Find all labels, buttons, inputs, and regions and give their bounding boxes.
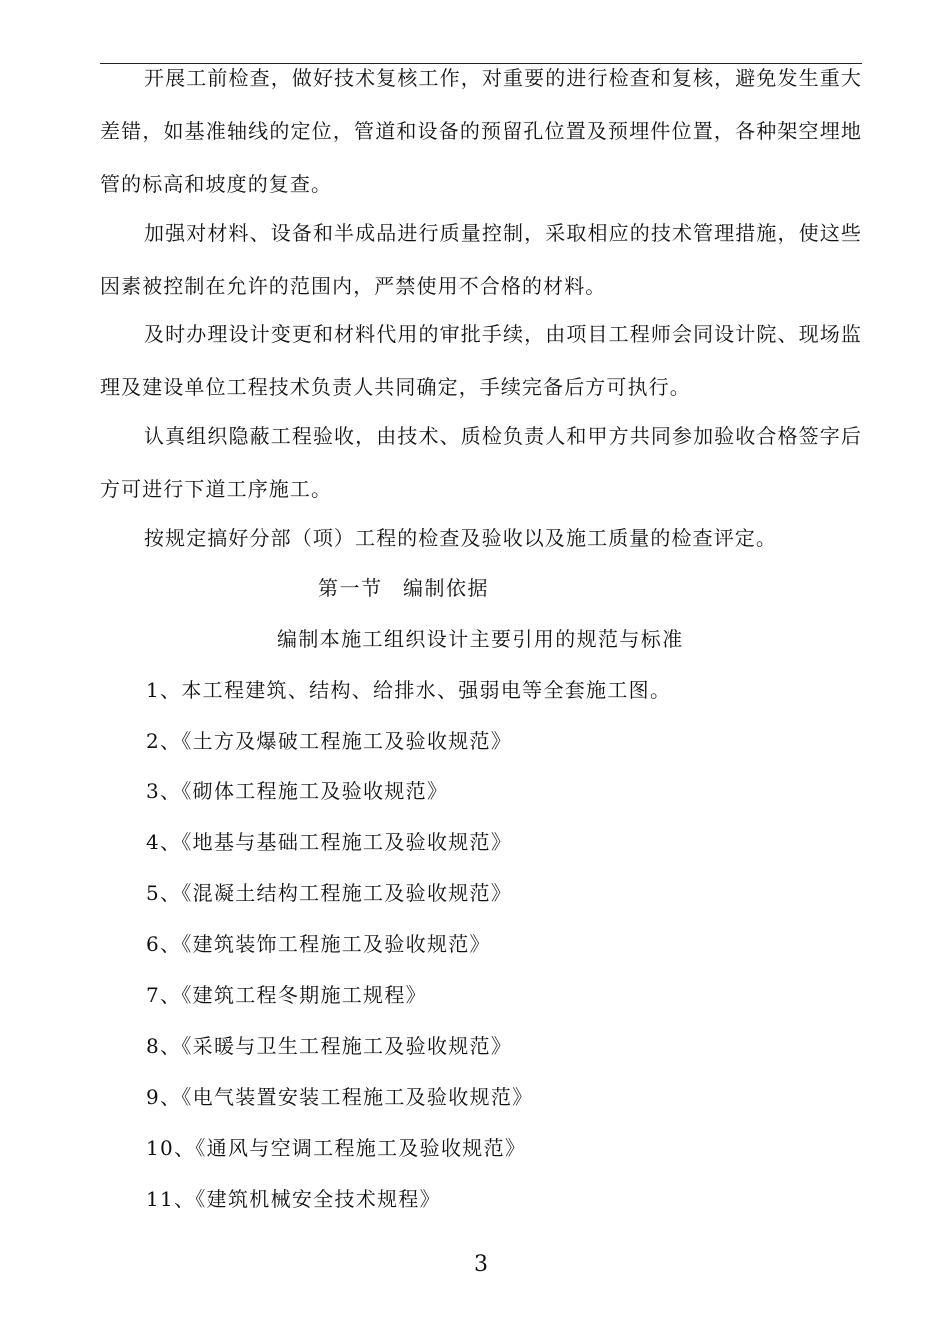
list-separator: 、 xyxy=(160,1085,182,1109)
list-separator: 、 xyxy=(160,779,182,803)
list-item xyxy=(146,1175,441,1223)
list-item xyxy=(146,767,448,815)
list-item-text: 《通风与空调工程施工及验收规范》 xyxy=(195,1136,527,1160)
list-item-index: 8 xyxy=(146,1034,161,1058)
page-number: 3 xyxy=(474,1252,488,1277)
list-item xyxy=(146,666,671,714)
paragraph-inspection-evaluation: 按规定搞好分部（项）工程的检查及验收以及施工质量的检查评定。 xyxy=(144,526,777,550)
list-item-index: 9 xyxy=(146,1085,161,1109)
section-title: 编制依据 xyxy=(403,576,489,600)
list-item-index: 11 xyxy=(146,1187,175,1211)
list-item-index: 10 xyxy=(146,1136,175,1160)
list-separator: 、 xyxy=(174,1187,196,1211)
list-item xyxy=(146,1022,512,1070)
list-item-index: 7 xyxy=(146,983,161,1007)
list-item-text: 《土方及爆破工程施工及验收规范》 xyxy=(181,729,513,753)
list-item-index: 4 xyxy=(146,830,161,854)
list-item-text: 《采暖与卫生工程施工及验收规范》 xyxy=(181,1034,513,1058)
list-item-text: 《建筑工程冬期施工规程》 xyxy=(181,983,427,1007)
list-item-text: 《地基与基础工程施工及验收规范》 xyxy=(181,830,513,854)
list-item xyxy=(146,869,512,917)
list-item-text: 本工程建筑、结构、给排水、强弱电等全套施工图。 xyxy=(181,678,672,702)
list-item-index: 6 xyxy=(146,932,161,956)
list-separator: 、 xyxy=(174,1136,196,1160)
list-item-index: 1 xyxy=(146,678,161,702)
list-item xyxy=(146,971,427,1019)
paragraph-design-change-approval: 及时办理设计变更和材料代用的审批手续，由项目工程师会同设计院、现场监理及建设单位工程技术负责人共同确定，手续完备后方可执行。 xyxy=(100,322,862,399)
list-item-index: 3 xyxy=(146,779,161,803)
list-item-text: 《砌体工程施工及验收规范》 xyxy=(181,779,449,803)
list-item-text: 《混凝土结构工程施工及验收规范》 xyxy=(181,881,513,905)
list-item xyxy=(146,920,491,968)
list-item-index: 5 xyxy=(146,881,161,905)
paragraph-pre-work-inspection: 开展工前检查，做好技术复核工作，对重要的进行检查和复核，避免发生重大差错，如基准轴线的定位，管道和设备的预留孔位置及预埋件位置，各种架空埋地管的标高和坡度的复查。 xyxy=(100,66,862,196)
list-item xyxy=(146,818,512,866)
list-separator: 、 xyxy=(160,1034,182,1058)
list-separator: 、 xyxy=(160,729,182,753)
paragraph-concealed-work-acceptance: 认真组织隐蔽工程验收，由技术、质检负责人和甲方共同参加验收合格签字后方可进行下道工序施工。 xyxy=(100,424,862,501)
list-item-text: 《建筑机械安全技术规程》 xyxy=(195,1187,441,1211)
list-item-index: 2 xyxy=(146,729,161,753)
list-separator: 、 xyxy=(160,678,182,702)
list-item-text: 《建筑装饰工程施工及验收规范》 xyxy=(181,932,491,956)
list-item-text: 《电气装置安装工程施工及验收规范》 xyxy=(181,1085,534,1109)
list-separator: 、 xyxy=(160,983,182,1007)
references-subtitle: 编制本施工组织设计主要引用的规范与标准 xyxy=(277,627,684,651)
list-separator: 、 xyxy=(160,830,182,854)
section-number: 第一节 xyxy=(318,576,383,600)
list-item xyxy=(146,1073,533,1121)
list-separator: 、 xyxy=(160,881,182,905)
list-separator: 、 xyxy=(160,932,182,956)
paragraph-material-quality-control: 加强对材料、设备和半成品进行质量控制，采取相应的技术管理措施，使这些因素被控制在允许的范围内，严禁使用不合格的材料。 xyxy=(100,221,862,298)
list-item xyxy=(146,1124,526,1172)
list-item xyxy=(146,717,512,765)
